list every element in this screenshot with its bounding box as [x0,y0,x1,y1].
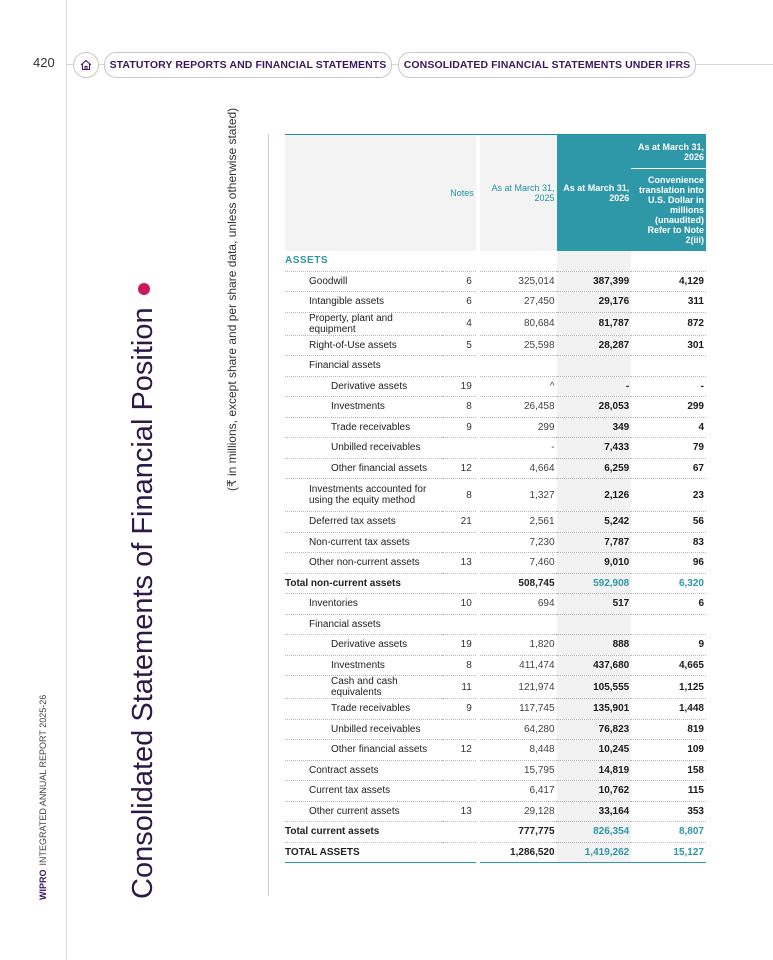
row-label: Other financial assets [285,458,442,479]
row-value-usd: 79 [631,438,706,459]
row-value-usd: 109 [631,740,706,761]
row-value-2025: 64,280 [480,719,557,740]
row-label: ASSETS [285,251,442,272]
row-label: Current tax assets [285,781,442,802]
row-value-usd: 353 [631,801,706,822]
table-row [285,655,706,676]
table-row [285,335,706,356]
row-value-2025 [480,356,557,377]
table-row [285,251,706,272]
divider [268,134,269,896]
row-value-2025: 508,745 [480,573,557,594]
row-value-2026: 5,242 [557,512,632,533]
row-value-2026: 14,819 [557,760,632,781]
row-notes [442,822,475,843]
row-value-2025: 117,745 [480,699,557,720]
row-value-2026: 81,787 [557,312,632,335]
table-row [285,676,706,699]
row-notes: 6 [442,271,475,292]
row-notes [442,251,475,272]
report-brand [38,695,48,900]
row-label: Other current assets [285,801,442,822]
row-notes: 9 [442,417,475,438]
row-notes: 8 [442,655,475,676]
row-label: Derivative assets [285,635,442,656]
financial-position-table [285,134,706,863]
row-notes: 4 [442,312,475,335]
row-value-usd: 9 [631,635,706,656]
row-value-2026: 7,433 [557,438,632,459]
row-value-usd: 83 [631,532,706,553]
row-value-usd: 67 [631,458,706,479]
row-notes [442,760,475,781]
table-row [285,740,706,761]
row-value-2026 [557,614,632,635]
row-label: Other non-current assets [285,553,442,574]
row-notes: 10 [442,594,475,615]
row-value-2026: 10,245 [557,740,632,761]
table-row [285,271,706,292]
row-notes: 9 [442,699,475,720]
row-notes [442,614,475,635]
row-label: Derivative assets [285,376,442,397]
table-row [285,553,706,574]
header-notes: Notes [442,135,475,251]
wipro-logo: WIPRO [38,869,48,900]
table-row [285,719,706,740]
row-label: Unbilled receivables [285,719,442,740]
header-usd-top: As at March 31, 2026 [631,135,706,169]
row-notes: 13 [442,801,475,822]
subsection-tab[interactable]: CONSOLIDATED FINANCIAL STATEMENTS UNDER IFRS [398,52,696,78]
header-2026: As at March 31, 2026 [557,135,632,251]
row-notes: 11 [442,676,475,699]
row-value-usd: 15,127 [631,842,706,863]
row-value-2025 [480,251,557,272]
row-notes: 12 [442,458,475,479]
table-row [285,512,706,533]
row-value-2026: 135,901 [557,699,632,720]
row-value-usd: 872 [631,312,706,335]
row-value-2025: 26,458 [480,397,557,418]
row-label: Contract assets [285,760,442,781]
title-dot [138,283,150,295]
row-label: Total current assets [285,822,442,843]
table-row [285,801,706,822]
row-notes [442,532,475,553]
row-value-usd: 311 [631,292,706,313]
row-label: Investments [285,397,442,418]
row-value-usd: 56 [631,512,706,533]
section-tab[interactable]: STATUTORY REPORTS AND FINANCIAL STATEMENTS [104,52,392,78]
row-value-2026: 1,419,262 [557,842,632,863]
row-value-2025: 411,474 [480,655,557,676]
row-value-usd: 819 [631,719,706,740]
row-label: Total non-current assets [285,573,442,594]
row-value-usd: 301 [631,335,706,356]
row-value-2025: - [480,438,557,459]
row-value-2025: ^ [480,376,557,397]
table-row [285,438,706,459]
row-value-2025: 325,014 [480,271,557,292]
row-notes: 6 [442,292,475,313]
row-label: Financial assets [285,614,442,635]
table-row [285,292,706,313]
home-icon [79,58,93,72]
table-row [285,479,706,512]
row-notes [442,438,475,459]
row-label: Trade receivables [285,699,442,720]
table-body [285,251,706,863]
row-value-2026: 6,259 [557,458,632,479]
row-label: Inventories [285,594,442,615]
row-value-usd: 1,448 [631,699,706,720]
row-label: Unbilled receivables [285,438,442,459]
table-row [285,760,706,781]
row-value-2026: 10,762 [557,781,632,802]
row-value-2026: 28,053 [557,397,632,418]
row-value-2025: 777,775 [480,822,557,843]
row-notes [442,573,475,594]
row-value-2026: 9,010 [557,553,632,574]
row-notes [442,356,475,377]
table-row [285,635,706,656]
row-label: Investments [285,655,442,676]
row-value-usd [631,614,706,635]
row-value-2026 [557,251,632,272]
row-value-2026: 592,908 [557,573,632,594]
table-row [285,458,706,479]
row-value-2026: 349 [557,417,632,438]
row-value-2025: 80,684 [480,312,557,335]
row-label: Investments accounted for using the equity method [285,479,442,512]
table-row [285,594,706,615]
row-notes: 19 [442,376,475,397]
row-value-2025: 15,795 [480,760,557,781]
row-notes: 13 [442,553,475,574]
row-value-2025: 1,286,520 [480,842,557,863]
row-value-usd: 4,665 [631,655,706,676]
row-notes: 21 [442,512,475,533]
row-value-2026: 105,555 [557,676,632,699]
table-row [285,312,706,335]
row-value-2025: 7,230 [480,532,557,553]
row-value-usd: 6,320 [631,573,706,594]
row-value-usd: 299 [631,397,706,418]
table-row [285,417,706,438]
table-row [285,699,706,720]
table-row [285,822,706,843]
row-value-usd: 4 [631,417,706,438]
row-value-2025: 1,327 [480,479,557,512]
row-value-2026: 888 [557,635,632,656]
header-2025: As at March 31, 2025 [480,135,557,251]
row-label: Deferred tax assets [285,512,442,533]
row-value-2026: 7,787 [557,532,632,553]
table-row [285,376,706,397]
row-label: Financial assets [285,356,442,377]
row-value-2026: 33,164 [557,801,632,822]
row-label: Non-current tax assets [285,532,442,553]
row-notes [442,781,475,802]
left-margin-rule [66,0,67,960]
header-label [285,135,442,251]
row-notes: 5 [442,335,475,356]
row-value-usd: 8,807 [631,822,706,843]
row-label: Other financial assets [285,740,442,761]
row-value-2025: 25,598 [480,335,557,356]
row-value-usd [631,251,706,272]
row-notes: 12 [442,740,475,761]
table-row [285,397,706,418]
home-button[interactable] [73,52,99,78]
row-notes: 19 [442,635,475,656]
row-value-2026: 517 [557,594,632,615]
page-number: 420 [33,55,55,70]
row-value-2026 [557,356,632,377]
row-value-2026: 2,126 [557,479,632,512]
row-value-2025: 121,974 [480,676,557,699]
row-value-2025: 4,664 [480,458,557,479]
row-value-usd: 96 [631,553,706,574]
row-value-2026: - [557,376,632,397]
row-value-usd: 23 [631,479,706,512]
table-row [285,573,706,594]
row-label: TOTAL ASSETS [285,842,442,863]
table-row [285,356,706,377]
row-label: Goodwill [285,271,442,292]
row-value-2025: 1,820 [480,635,557,656]
row-notes [442,719,475,740]
page-subtitle: (₹ in millions, except share and per share data, unless otherwise stated) [225,107,239,491]
row-value-usd: 1,125 [631,676,706,699]
row-label: Intangible assets [285,292,442,313]
row-value-usd: 4,129 [631,271,706,292]
row-value-usd: 6 [631,594,706,615]
row-label: Trade receivables [285,417,442,438]
row-value-2026: 826,354 [557,822,632,843]
row-value-usd: 158 [631,760,706,781]
table-row [285,532,706,553]
row-value-2025: 27,450 [480,292,557,313]
report-name: INTEGRATED ANNUAL REPORT 2025-26 [38,694,48,866]
row-value-usd: - [631,376,706,397]
row-notes [442,842,475,863]
row-notes: 8 [442,397,475,418]
row-value-2025: 2,561 [480,512,557,533]
row-value-2026: 28,287 [557,335,632,356]
row-value-2025 [480,614,557,635]
table-row [285,842,706,863]
row-notes: 8 [442,479,475,512]
row-label: Cash and cash equivalents [285,676,442,699]
row-value-usd [631,356,706,377]
row-value-2025: 6,417 [480,781,557,802]
table-row [285,614,706,635]
row-value-2025: 7,460 [480,553,557,574]
table-row [285,781,706,802]
page-title-text: Consolidated Statements of Financial Position [127,307,159,899]
row-value-2026: 437,680 [557,655,632,676]
row-value-2025: 8,448 [480,740,557,761]
row-label: Property, plant and equipment [285,312,442,335]
row-value-2026: 29,176 [557,292,632,313]
row-value-2025: 694 [480,594,557,615]
row-value-usd: 115 [631,781,706,802]
row-value-2026: 387,399 [557,271,632,292]
header-usd: Convenience translation into U.S. Dollar in millions (unaudited) Refer to Note 2(iii) [631,169,706,251]
row-value-2026: 76,823 [557,719,632,740]
page-title [127,283,160,899]
row-value-2025: 29,128 [480,801,557,822]
row-label: Right-of-Use assets [285,335,442,356]
row-value-2025: 299 [480,417,557,438]
